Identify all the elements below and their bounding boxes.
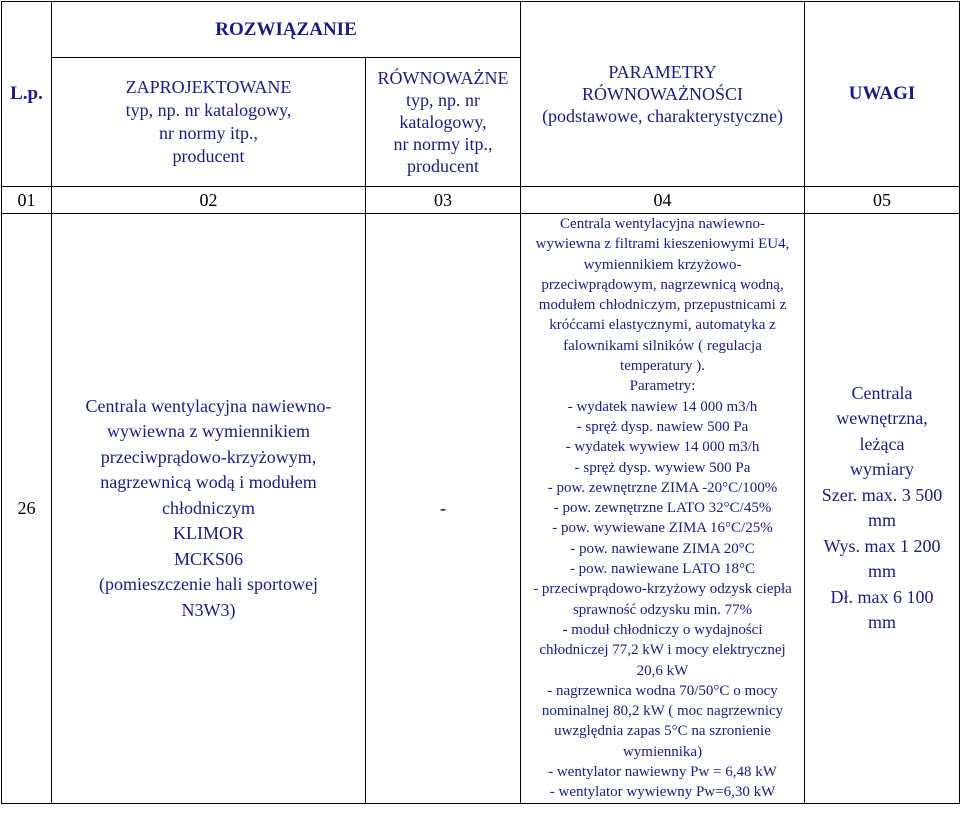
row-rownowazne: - <box>366 214 521 804</box>
parametry-line: króćcami elastycznymi, automatyka z <box>549 317 776 334</box>
zaprojektowane-line: N3W3) <box>181 599 236 620</box>
header-rownowazne-line: typ, np. nr <box>406 90 480 110</box>
header-rownowazne <box>366 58 521 187</box>
parametry-line: - wentylator nawiewny Pw = 6,48 kW <box>548 764 777 781</box>
parametry-line: - pow. nawiewane ZIMA 20°C <box>570 540 755 557</box>
header-parametry-note: (podstawowe, charakterystyczne) <box>542 106 783 126</box>
zaprojektowane-line: (pomieszczenie hali sportowej <box>99 574 318 595</box>
header-rownowazne-title: RÓWNOWAŻNE <box>377 68 509 88</box>
uwagi-line: mm <box>868 510 897 531</box>
zaprojektowane-line: chłodniczym <box>162 497 255 518</box>
parametry-line: - pow. nawiewane LATO 18°C <box>569 561 756 578</box>
header-zaprojektowane-line: producent <box>172 146 245 166</box>
parametry-line: 20,6 kW <box>636 662 689 679</box>
zaprojektowane-line: MCKS06 <box>173 548 244 569</box>
table-row <box>2 214 960 804</box>
zaprojektowane-line: przeciwprądowo-krzyżowym, <box>100 446 317 467</box>
zaprojektowane-line: KLIMOR <box>173 523 244 544</box>
header-rownowazne-line: producent <box>407 156 479 176</box>
uwagi-line: Wys. max 1 200 <box>823 535 941 556</box>
equivalence-table <box>1 1 960 804</box>
uwagi-line: mm <box>868 561 897 582</box>
parametry-line: - wentylator wywiewny Pw=6,30 kW <box>549 784 776 801</box>
parametry-line: - nagrzewnica wodna 70/50°C o mocy <box>547 682 778 699</box>
parametry-line: temperatury ). <box>620 358 705 375</box>
column-number: 04 <box>521 187 805 214</box>
parametry-line: - spręż dysp. nawiew 500 Pa <box>576 418 749 435</box>
parametry-line: - przeciwprądowo-krzyżowy odzysk ciepła <box>533 581 792 598</box>
zaprojektowane-line: nagrzewnicą wodą i modułem <box>100 472 317 493</box>
header-parametry-title: PARAMETRY <box>608 62 717 82</box>
parametry-line: Parametry: <box>629 378 696 395</box>
header-rownowazne-line: nr normy itp., <box>393 134 493 154</box>
row-lp: 26 <box>2 214 52 804</box>
header-zaprojektowane-title: ZAPROJEKTOWANE <box>125 77 292 97</box>
parametry-line: - pow. zewnętrzne LATO 32°C/45% <box>553 500 772 517</box>
zaprojektowane-line: wywiewna z wymiennikiem <box>107 421 310 442</box>
parametry-line: wymiennika) <box>622 743 703 760</box>
uwagi-line: Dł. max 6 100 <box>830 586 934 607</box>
header-rownowazne-line: katalogowy, <box>399 112 487 132</box>
row-zaprojektowane <box>52 214 366 804</box>
parametry-line: wywiewna z filtrami kieszeniowymi EU4, <box>535 236 790 253</box>
parametry-line: falownikami silników ( regulacja <box>563 337 762 354</box>
uwagi-line: Szer. max. 3 500 <box>821 484 943 505</box>
uwagi-line: leżąca <box>859 433 905 454</box>
header-parametry-subtitle: RÓWNOWAŻNOŚCI <box>582 84 744 104</box>
parametry-line: Centrala wentylacyjna nawiewno- <box>560 216 765 232</box>
parametry-line: - pow. zewnętrzne ZIMA -20°C/100% <box>547 479 778 496</box>
header-zaprojektowane <box>52 58 366 187</box>
header-zaprojektowane-line: nr normy itp., <box>159 123 258 143</box>
column-number: 03 <box>366 187 521 214</box>
column-number: 05 <box>805 187 960 214</box>
header-rozwiazanie: ROZWIĄZANIE <box>52 2 521 58</box>
column-number: 02 <box>52 187 366 214</box>
parametry-line: - moduł chłodniczy o wydajności <box>562 621 763 638</box>
parametry-line: - wydatek wywiew 14 000 m3/h <box>565 439 760 456</box>
parametry-line: - wydatek nawiew 14 000 m3/h <box>567 398 758 415</box>
parametry-line: chłodniczej 77,2 kW i mocy elektrycznej <box>539 642 786 659</box>
parametry-line: nominalnej 80,2 kW ( moc nagrzewnicy <box>541 703 784 720</box>
parametry-line: modułem chłodniczym, przepustnicami z <box>538 297 787 314</box>
row-parametry <box>521 214 805 804</box>
header-uwagi: UWAGI <box>805 2 960 187</box>
parametry-line: - spręż dysp. wywiew 500 Pa <box>574 459 751 476</box>
zaprojektowane-line: Centrala wentylacyjna nawiewno- <box>85 395 332 416</box>
parametry-line: - pow. wywiewane ZIMA 16°C/25% <box>552 520 773 537</box>
row-uwagi <box>805 214 960 804</box>
uwagi-line: wymiary <box>850 459 914 480</box>
uwagi-line: Centrala <box>851 382 913 403</box>
parametry-line: wymiennikiem krzyżowo- <box>583 256 742 273</box>
uwagi-line: wewnętrzna, <box>836 408 928 429</box>
uwagi-line: mm <box>868 612 897 633</box>
header-lp: L.p. <box>2 2 52 187</box>
parametry-line: uwzględnia zapas 5°C na szronienie <box>554 723 771 740</box>
header-parametry <box>521 2 805 187</box>
column-number: 01 <box>2 187 52 214</box>
header-zaprojektowane-line: typ, np. nr katalogowy, <box>125 100 292 120</box>
parametry-line: przeciwprądowym, nagrzewnicą wodną, <box>541 276 784 293</box>
parametry-line: sprawność odzysku min. 77% <box>572 601 753 618</box>
